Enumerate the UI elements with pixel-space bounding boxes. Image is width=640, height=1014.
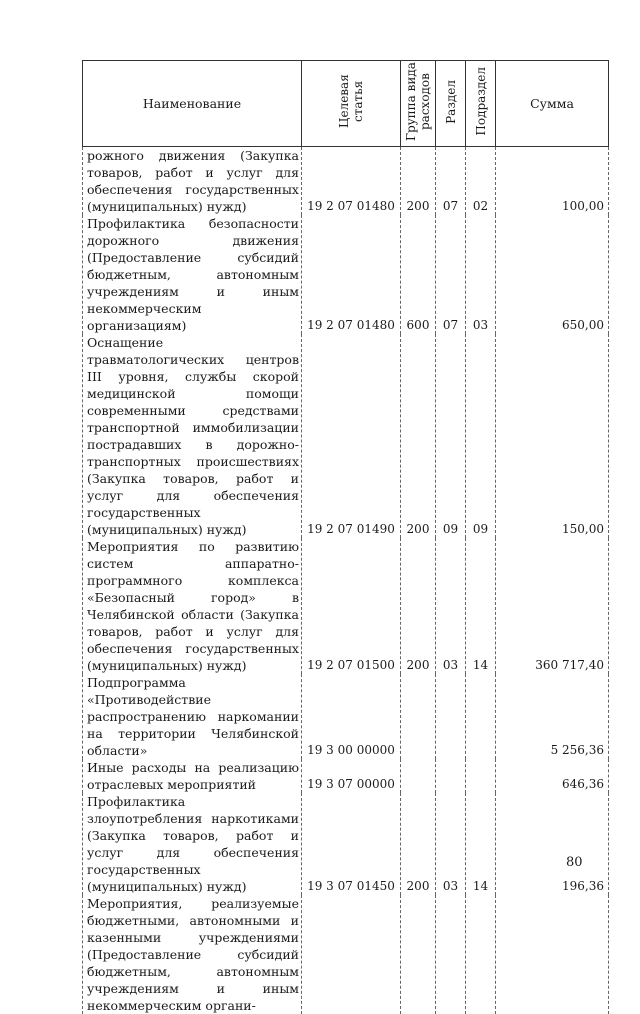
table-row (83, 334, 609, 538)
row-subsection: 03 (466, 215, 496, 334)
row-section: 03 (436, 793, 466, 895)
row-name: рожного движения (Закупка товаров, работ и услуг для обеспечения государственных (муниципальных) нужд) (83, 147, 302, 216)
table-row (83, 147, 609, 216)
row-amount: 5 256,36 (496, 674, 609, 759)
row-section (436, 759, 466, 793)
header-name: Наименование (83, 61, 302, 147)
row-target-article: 19 3 07 01450 (302, 793, 401, 895)
row-subsection: 14 (466, 538, 496, 674)
row-expense-group (401, 674, 436, 759)
page-number: 80 (566, 855, 583, 870)
table-row (83, 759, 609, 793)
row-name: Профилактика злоупотребления наркотиками (Закупка товаров, работ и услуг для обеспечения государственных (муниципальных) нужд) (83, 793, 302, 895)
row-expense-group: 200 (401, 793, 436, 895)
table-row (83, 895, 609, 1014)
row-amount: 650,00 (496, 215, 609, 334)
table-header-row (83, 61, 609, 147)
row-amount (496, 895, 609, 1014)
row-amount: 360 717,40 (496, 538, 609, 674)
row-target-article: 19 2 07 01480 (302, 215, 401, 334)
row-name: Оснащение травматологических центров III уровня, службы скорой медицинской помощи современными средствами транспортной иммобилизации пострадавших в дорожно-транспортных происшествиях (Закупка товаров, работ и услуг для обеспечения государственных (муниципальных) нужд) (83, 334, 302, 538)
header-target-article: Целевая статья (302, 61, 401, 147)
row-name: Профилактика безопасности дорожного движения (Предоставление субсидий бюджетным, автономным учреждениям и иным некоммерческим организациям) (83, 215, 302, 334)
row-amount: 100,00 (496, 147, 609, 216)
header-subsection: Подраздел (466, 61, 496, 147)
row-section: 07 (436, 215, 466, 334)
row-target-article: 19 3 07 00000 (302, 759, 401, 793)
row-amount: 196,36 (496, 793, 609, 895)
row-expense-group (401, 895, 436, 1014)
table-row (83, 215, 609, 334)
row-target-article: 19 2 07 01480 (302, 147, 401, 216)
row-target-article: 19 2 07 01490 (302, 334, 401, 538)
row-target-article (302, 895, 401, 1014)
budget-table (82, 60, 609, 1014)
row-subsection: 09 (466, 334, 496, 538)
row-name: Иные расходы на реализацию отраслевых мероприятий (83, 759, 302, 793)
row-name: Подпрограмма «Противодействие распространению наркомании на территории Челябинской области» (83, 674, 302, 759)
row-expense-group: 200 (401, 334, 436, 538)
table-row (83, 538, 609, 674)
row-expense-group: 200 (401, 538, 436, 674)
header-amount: Сумма (496, 61, 609, 147)
row-section (436, 674, 466, 759)
row-expense-group: 200 (401, 147, 436, 216)
row-section: 03 (436, 538, 466, 674)
row-target-article: 19 2 07 01500 (302, 538, 401, 674)
row-expense-group: 600 (401, 215, 436, 334)
table-row (83, 674, 609, 759)
row-section (436, 895, 466, 1014)
row-subsection: 02 (466, 147, 496, 216)
table-row (83, 793, 609, 895)
row-subsection (466, 759, 496, 793)
row-target-article: 19 3 00 00000 (302, 674, 401, 759)
header-section: Раздел (436, 61, 466, 147)
row-subsection (466, 674, 496, 759)
row-section: 07 (436, 147, 466, 216)
row-subsection (466, 895, 496, 1014)
row-amount: 150,00 (496, 334, 609, 538)
row-name: Мероприятия по развитию систем аппаратно-программного комплекса «Безопасный город» в Челябинской области (Закупка товаров, работ и услуг для обеспечения государственных (муниципальных) нужд) (83, 538, 302, 674)
row-amount: 646,36 (496, 759, 609, 793)
header-expense-group: Группа вида расходов (401, 61, 436, 147)
row-name: Мероприятия, реализуемые бюджетными, автономными и казенными учреждениями (Предоставление субсидий бюджетным, автономным учреждениям и иным некоммерческим органи- (83, 895, 302, 1014)
row-section: 09 (436, 334, 466, 538)
row-expense-group (401, 759, 436, 793)
row-subsection: 14 (466, 793, 496, 895)
